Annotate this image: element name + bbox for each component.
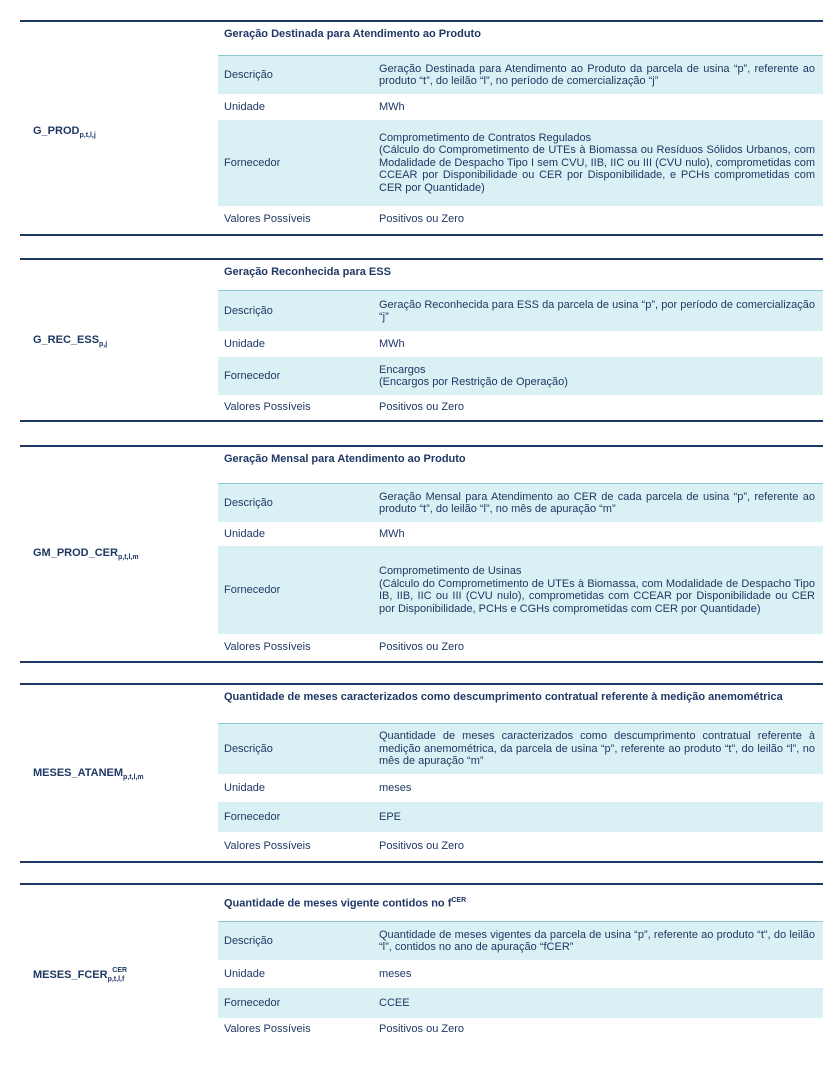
block-title: Geração Reconhecida para ESS xyxy=(224,266,391,278)
row-unidade: Unidade MWh xyxy=(224,527,405,540)
variable-block-g-prod xyxy=(20,20,823,236)
row-descricao: Descrição Geração Reconhecida para ESS da parcela de usina “p”, por período de comercialização “j” xyxy=(218,291,823,331)
row-descricao: Descrição Geração Destinada para Atendimento ao Produto da parcela de usina “p”, referente ao produto “t”, do leilão “l”, no período de comercialização “j” xyxy=(218,56,823,94)
block-title: Quantidade de meses vigente contidos no $f^{CER}$ xyxy=(224,897,467,910)
variable-block-g-rec-ess xyxy=(20,258,823,422)
row-valores: Valores Possíveis Positivos ou Zero xyxy=(224,400,464,413)
row-unidade: Unidade meses xyxy=(224,781,412,794)
block-title: Geração Mensal para Atendimento ao Produto xyxy=(224,453,466,465)
row-valores: Valores Possíveis Positivos ou Zero xyxy=(224,640,464,653)
row-valores: Valores Possíveis Positivos ou Zero xyxy=(224,212,464,225)
variable-block-meses-fcer xyxy=(20,883,823,1085)
row-descricao: Descrição Quantidade de meses caracterizados como descumprimento contratual referente à medição anemométrica, da parcela de usina “p”, referente ao produto “t”, do leilão “l”, no mês de apuração “m” xyxy=(218,724,823,774)
row-unidade: Unidade MWh xyxy=(224,100,405,113)
row-unidade: Unidade meses xyxy=(224,967,412,980)
variable-block-gm-prod-cer xyxy=(20,445,823,663)
variable-name: $G\_REC\_ESS_{p,j}$ xyxy=(33,334,108,349)
row-valores: Valores Possíveis Positivos ou Zero xyxy=(224,1023,464,1035)
row-valores: Valores Possíveis Positivos ou Zero xyxy=(224,839,464,852)
row-fornecedor: Fornecedor Comprometimento de Usinas (Cálculo do Comprometimento de UTEs à Biomassa, com Modalidade de Despacho Tipo IB, IIB, IIC ou III (CVU nulo), comprometidas com CCEAR por Disponibilidade ou CER por Disponibilidade, PCHs e CGHs comprometidas com CER por Quantidade) xyxy=(218,546,823,634)
row-unidade: Unidade MWh xyxy=(224,337,405,350)
row-fornecedor: Fornecedor Comprometimento de Contratos Regulados (Cálculo do Comprometimento de UTEs à Biomassa ou Resíduos Sólidos Urbanos, com Modalidade de Despacho Tipo I sem CVU, IIB, IIC ou III (CVU nulo), comprometidas com CCEAR por Disponibilidade ou CER por Disponibilidade, e PCHs comprometidas com CER por Quantidade) xyxy=(218,120,823,206)
variable-name: $G\_PROD_{p,t,l,j}$ xyxy=(33,125,96,140)
variable-name: $GM\_PROD\_CER_{p,t,l,m}$ xyxy=(33,547,139,562)
row-fornecedor: Fornecedor Encargos (Encargos por Restrição de Operação) xyxy=(218,357,823,395)
variable-name: $MESES\_ATANEM_{p,t,l,m}$ xyxy=(33,767,144,782)
block-title: Geração Destinada para Atendimento ao Produto xyxy=(224,28,481,40)
row-fornecedor: Fornecedor CCEE xyxy=(218,988,823,1018)
row-descricao: Descrição Quantidade de meses vigentes da parcela de usina “p”, referente ao produto “t”, do leilão “l”, contidos no ano de apuração “fCER” xyxy=(218,922,823,960)
row-fornecedor: Fornecedor EPE xyxy=(218,802,823,832)
row-descricao: Descrição Geração Mensal para Atendimento ao CER de cada parcela de usina “p”, referente ao produto “t”, do leilão “l”, no mês de apuração “m” xyxy=(218,484,823,522)
variable-name: $MESES\_FCER_{p,t,l,f}^{CER}$ xyxy=(33,967,128,984)
block-title: Quantidade de meses caracterizados como descumprimento contratual referente à medição anemométrica xyxy=(224,691,783,703)
variable-block-meses-atanem xyxy=(20,683,823,863)
